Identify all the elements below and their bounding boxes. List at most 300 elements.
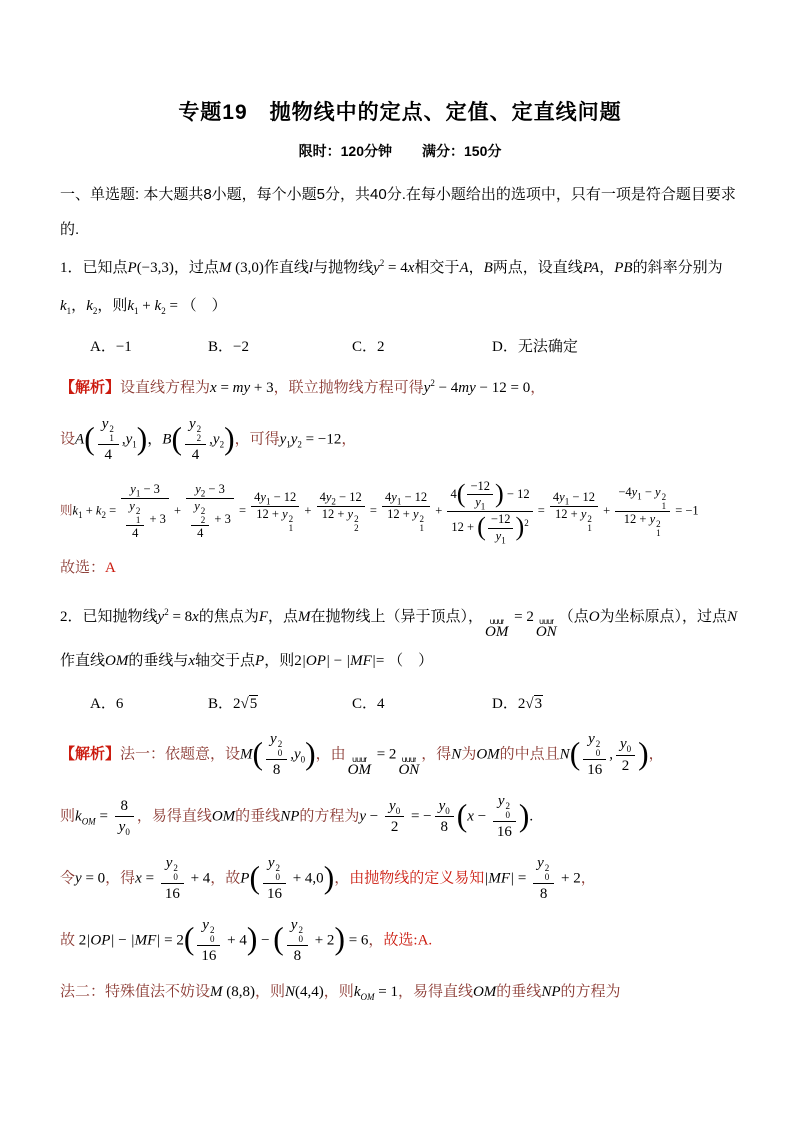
text-run: ， [530, 380, 546, 396]
vector-body: ON [535, 624, 557, 641]
text-run: 2 [331, 496, 336, 507]
question-2-solution-method2 [60, 977, 740, 1007]
text-run: （点 [558, 609, 589, 626]
fraction [317, 490, 365, 533]
fraction [616, 735, 635, 776]
fraction-numerator [266, 730, 287, 760]
fraction-denominator [435, 817, 454, 837]
text-run: 2 [164, 607, 169, 618]
fraction [115, 797, 134, 838]
fraction-denominator [98, 445, 119, 465]
text-run: A．−1 [90, 339, 132, 355]
text-run: ， [368, 931, 384, 948]
fraction-numerator [185, 415, 206, 445]
fraction-numerator [317, 490, 365, 507]
fraction-denominator [550, 507, 598, 533]
vector [398, 756, 419, 778]
text-run: ) [323, 859, 335, 895]
text-run: 【解析】 [60, 380, 121, 396]
text-run: 4 [319, 490, 326, 505]
text-run: = −12 [301, 431, 342, 448]
text-run: ，则 [255, 984, 286, 1001]
fraction-numerator [493, 792, 516, 822]
text-run: 1 [66, 306, 72, 316]
fraction [263, 854, 286, 904]
superscript: 2 [275, 862, 281, 873]
text-run: − [366, 808, 383, 825]
text-run: 16 [266, 885, 282, 902]
text-run: 由抛物线的定义易知 [349, 870, 485, 887]
text-run: ) [638, 736, 649, 772]
text-run: 2 [101, 509, 106, 520]
text-run: = [141, 870, 158, 887]
text-run: N [285, 984, 296, 1001]
fraction-numerator [435, 797, 454, 818]
text-run: + [170, 503, 185, 518]
text-run: y [631, 485, 638, 499]
text-run: 的垂线 [496, 984, 542, 1001]
text-run: my [458, 380, 476, 396]
text-run: k [60, 298, 67, 314]
superscript: 2 [209, 924, 215, 935]
fraction [98, 415, 119, 465]
text-run: F [258, 609, 269, 626]
text-run: P [255, 653, 265, 670]
text-run: 4 [552, 490, 560, 505]
text-run: ( [456, 797, 468, 833]
text-run: ， [341, 431, 357, 448]
subscript: 0 [595, 748, 601, 759]
subscript: 2 [196, 433, 202, 443]
text-run: −4 [618, 485, 632, 499]
text-run: 故 [60, 931, 76, 948]
sup-sub-stack [545, 864, 550, 882]
text-run: − [473, 808, 490, 825]
fraction-denominator [467, 495, 493, 511]
superscript: 2 [277, 739, 283, 750]
fraction-denominator [121, 499, 169, 542]
text-run: y [588, 731, 595, 748]
fraction-numerator [533, 854, 554, 884]
text-run: B．2 [208, 696, 241, 713]
text-run: 8 [440, 819, 448, 836]
text-run: x [407, 260, 415, 276]
text-run: ) [518, 797, 530, 833]
text-run: , [209, 431, 213, 448]
option [90, 335, 208, 359]
text-run: , [290, 746, 294, 763]
text-run: + 4 [223, 931, 247, 948]
text-run: y [559, 490, 565, 505]
vector-body: ON [398, 761, 420, 778]
text-run: 为 [461, 746, 477, 763]
text-run: + [432, 503, 446, 518]
text-run: y [118, 819, 126, 836]
text-run: y [580, 506, 587, 521]
fraction [161, 854, 184, 904]
text-run: − 12 [569, 490, 596, 505]
text-run: M [298, 609, 311, 626]
fraction-numerator [615, 485, 670, 512]
fraction-numerator [161, 854, 184, 884]
text-run: ， [468, 260, 484, 276]
fraction [488, 512, 514, 544]
text-run: P [127, 260, 137, 276]
superscript: 2 [656, 519, 661, 529]
text-run: 轴交于点 [195, 653, 256, 670]
text-run: −12 [490, 512, 511, 526]
text-run: my [232, 380, 251, 396]
question-1-stem [60, 249, 740, 325]
text-run: k [353, 984, 361, 1001]
text-run: ， [599, 260, 615, 276]
fraction-numerator [385, 797, 404, 818]
fraction-denominator [382, 507, 430, 533]
text-run: ，联立抛物线方程可得 [273, 380, 424, 396]
superscript: 2 [544, 862, 550, 873]
text-run: M [210, 984, 223, 1001]
text-run: D．2 [492, 696, 526, 713]
fraction [435, 797, 454, 838]
text-run: 2 [430, 378, 435, 388]
text-run: 12 + [623, 512, 650, 526]
text-run: − 3 [205, 481, 225, 496]
text-run: 1 [637, 491, 642, 502]
fraction [251, 490, 299, 533]
text-run: 0 [395, 805, 401, 816]
subscript: 1 [656, 528, 661, 538]
text-run: ) [515, 512, 525, 542]
text-run: ， [147, 431, 163, 448]
text-run: + 2 [557, 870, 581, 887]
text-run: y [101, 416, 109, 432]
text-run: ，得 [105, 870, 136, 887]
text-run: 2 [390, 819, 399, 836]
text-run: y [438, 797, 446, 814]
text-run: 16 [496, 824, 512, 840]
text-run: ( [477, 512, 486, 542]
text-run: ，则2 [264, 653, 302, 670]
question-1-solution-formula [60, 479, 740, 545]
text-run: 16 [164, 885, 180, 902]
text-run: ( [84, 420, 95, 456]
page-title: 专题19 抛物线中的定点、定值、定直线问题 [178, 101, 622, 124]
text-run: O [588, 609, 600, 626]
subscript: 2 [354, 522, 359, 533]
superscript: 2 [109, 424, 114, 434]
fraction-numerator [186, 482, 234, 499]
text-run: 12 + [321, 506, 348, 521]
sup-sub-stack [587, 515, 592, 533]
text-run: 2 [379, 258, 385, 268]
subscript: 1 [419, 522, 425, 533]
superscript: 2 [661, 492, 667, 502]
text-run: 4 [254, 490, 261, 505]
superscript: 2 [419, 513, 425, 524]
time-limit-label: 限时：120分钟 [298, 143, 392, 159]
text-run: = [514, 870, 531, 887]
text-run: y [195, 481, 201, 496]
fraction-numerator [251, 490, 299, 507]
text-run: − 3 [140, 481, 160, 496]
sup-sub-stack [201, 507, 206, 525]
question-1-solution-line-2 [60, 415, 740, 465]
text-run: A [75, 431, 85, 448]
text-run: k [86, 298, 93, 314]
text-run: − 12 [503, 486, 530, 501]
text-run: 1 [480, 501, 486, 512]
text-run: ( [249, 859, 260, 895]
fraction [197, 916, 220, 966]
superscript: 2 [505, 801, 510, 811]
text-run: = 8 [168, 609, 193, 626]
text-run: OM [211, 808, 236, 825]
question-2-stem [60, 596, 740, 682]
text-run: 4 [104, 447, 113, 463]
text-run: = − [407, 808, 432, 825]
text-run: ，过点 [173, 260, 219, 276]
fraction-denominator [447, 512, 532, 544]
option [208, 335, 352, 359]
text-run: y [649, 512, 656, 526]
text-run: NP [541, 984, 561, 1001]
text-run: ，由 [315, 746, 346, 763]
subscript: 2 [200, 514, 206, 525]
text-run: M [240, 746, 253, 763]
vector-body: OM [485, 624, 509, 641]
text-run: − 4 [434, 380, 459, 396]
text-run: 1 [135, 488, 141, 499]
fraction-denominator [126, 526, 144, 542]
text-run: |MF| [130, 931, 161, 948]
text-run: P [240, 870, 250, 887]
text-run: ， [334, 870, 350, 887]
text-run: y [125, 431, 133, 448]
text-run: . [529, 808, 534, 825]
sup-sub-stack [656, 520, 661, 538]
text-run: (−3,3) [136, 260, 174, 276]
text-run: 0 [626, 743, 632, 754]
fraction-numerator [98, 415, 119, 445]
fraction-numerator [197, 916, 220, 946]
fraction-numerator [121, 482, 169, 499]
text-run: 8 [293, 947, 302, 964]
text-run: OM [476, 746, 500, 763]
fraction-denominator [493, 822, 516, 842]
question-1-answer [60, 554, 740, 582]
fraction [191, 499, 209, 542]
text-run: ，点 [268, 609, 299, 626]
fraction-numerator [287, 916, 308, 946]
fraction-denominator [615, 512, 670, 538]
fraction-numerator [263, 854, 286, 884]
fraction-numerator [583, 730, 606, 760]
text-run: NP [280, 808, 300, 825]
text-run: ， [580, 870, 596, 887]
fraction-numerator [115, 797, 134, 818]
question-2-solution-line-1 [60, 730, 740, 780]
vector-arrow-icon: uuur [352, 755, 367, 763]
text-run: − [641, 485, 656, 499]
vector [536, 618, 557, 640]
text-run: y [194, 498, 200, 513]
text-run: x [188, 653, 196, 670]
text-run: x [135, 870, 142, 887]
text-run: 的方程为 [299, 808, 360, 825]
text-run: = 0 [81, 870, 106, 887]
text-run: |OP| [301, 653, 330, 670]
text-run: (4,4) [295, 984, 324, 1001]
text-run: 1 [78, 509, 83, 520]
text-run: y [290, 431, 298, 448]
text-run: ，故 [210, 870, 241, 887]
text-run: 0 [125, 827, 130, 838]
fraction-numerator [616, 735, 635, 756]
text-run: ) [246, 921, 258, 957]
sup-sub-stack [289, 515, 294, 533]
text-run: y [75, 870, 82, 887]
text-run: 0 [445, 805, 450, 816]
text-run: = 4 [384, 260, 408, 276]
text-run: 16 [587, 762, 603, 779]
sup-sub-stack [173, 864, 178, 882]
text-run: + [301, 503, 315, 518]
text-run: 2 [621, 757, 630, 774]
text-run: ( [456, 478, 466, 508]
text-run: k [95, 503, 102, 518]
text-run: (3,0) [231, 260, 264, 276]
text-run: |OP| [86, 931, 115, 948]
text-run: y [359, 808, 367, 825]
text-run: + 3 [250, 380, 274, 396]
vector [485, 618, 508, 640]
text-run: 5 [249, 696, 258, 713]
text-run: 1 [132, 439, 137, 450]
text-run: 2 [200, 488, 206, 499]
fraction-numerator [382, 490, 430, 507]
text-run: 1 [396, 496, 402, 507]
text-run: C．2 [352, 339, 385, 355]
text-run: 1 [501, 535, 506, 546]
text-run: |MF| [345, 653, 376, 670]
text-run: y [188, 416, 196, 432]
text-run: 的焦点为 [198, 609, 259, 626]
text-run: y [325, 490, 332, 505]
fraction [447, 479, 532, 545]
text-run: 12 + [555, 506, 581, 521]
text-run: OM [105, 653, 129, 670]
question-1-solution-line-1 [60, 373, 740, 403]
text-run: y [373, 260, 380, 276]
text-run: = [235, 503, 250, 518]
sup-sub-stack [596, 740, 601, 758]
text-run: k [72, 503, 79, 518]
text-run: ，则 [97, 298, 128, 314]
text-run: √ [240, 696, 249, 713]
vector-arrow-icon: uuur [489, 618, 504, 626]
text-run: 2 [92, 306, 98, 316]
text-run: − [114, 931, 131, 948]
text-run: l [308, 260, 314, 276]
text-run: 的中点且 [499, 746, 560, 763]
text-run: + 3 [146, 511, 166, 526]
text-run: 的垂线与 [128, 653, 189, 670]
subscript: 1 [135, 514, 141, 525]
text-run: ) [136, 420, 148, 456]
text-run: A [105, 560, 116, 577]
question-2-solution-line-4 [60, 916, 740, 966]
text-run: x [467, 808, 474, 825]
fraction [533, 854, 554, 904]
text-run: ( [171, 420, 182, 456]
text-run: D．无法确定 [492, 339, 578, 355]
text-run: k [154, 298, 162, 314]
text-run: y [423, 380, 431, 396]
subscript: 1 [288, 522, 294, 533]
question-2-options [60, 692, 740, 716]
text-run: y [260, 490, 266, 505]
text-run: y [290, 916, 298, 933]
text-run: = [534, 503, 548, 518]
vector-arrow-icon: uuur [401, 755, 417, 763]
text-run: 12 + [387, 506, 413, 521]
text-run: y [391, 490, 397, 505]
option [492, 335, 740, 359]
text-run: = [216, 380, 233, 396]
fraction [615, 485, 670, 538]
fraction-denominator [266, 760, 287, 780]
text-run: + 2 [310, 931, 335, 948]
text-run: = （ ） [375, 653, 434, 670]
fraction [186, 482, 234, 541]
option [492, 692, 740, 716]
text-run: 1 [286, 439, 291, 450]
fraction-denominator [186, 499, 234, 542]
text-run: ) [224, 420, 235, 456]
text-run: 1 [265, 496, 271, 507]
text-run: 8 [120, 797, 128, 814]
sup-sub-stack [210, 926, 215, 944]
superscript: 2 [288, 513, 294, 524]
option [352, 692, 492, 716]
fraction-numerator [447, 479, 532, 512]
text-run: = 2 [510, 609, 534, 626]
text-run: N [451, 746, 462, 763]
text-run: y [129, 498, 135, 513]
text-run: 则 [60, 808, 76, 825]
fraction-denominator [263, 884, 286, 904]
text-run: − [257, 931, 274, 948]
subscript: 1 [109, 433, 114, 443]
text-run: 故选： [60, 560, 106, 577]
sup-sub-stack [278, 740, 283, 758]
fraction-numerator [550, 490, 598, 507]
text-run: = [366, 503, 381, 518]
fraction-numerator [191, 499, 209, 526]
subscript: 1 [661, 501, 667, 511]
fraction-denominator [161, 884, 184, 904]
text-run: 2 [75, 931, 87, 948]
text-run: ( [183, 921, 195, 957]
subscript: 0 [277, 748, 283, 759]
subscript: 0 [173, 871, 178, 882]
text-run: N [727, 609, 738, 626]
text-run: √ [525, 696, 534, 713]
text-run: 4 [132, 525, 139, 540]
text-run: − 12 = 0 [475, 380, 531, 396]
text-run: 相交于 [414, 260, 460, 276]
fraction [467, 479, 493, 511]
